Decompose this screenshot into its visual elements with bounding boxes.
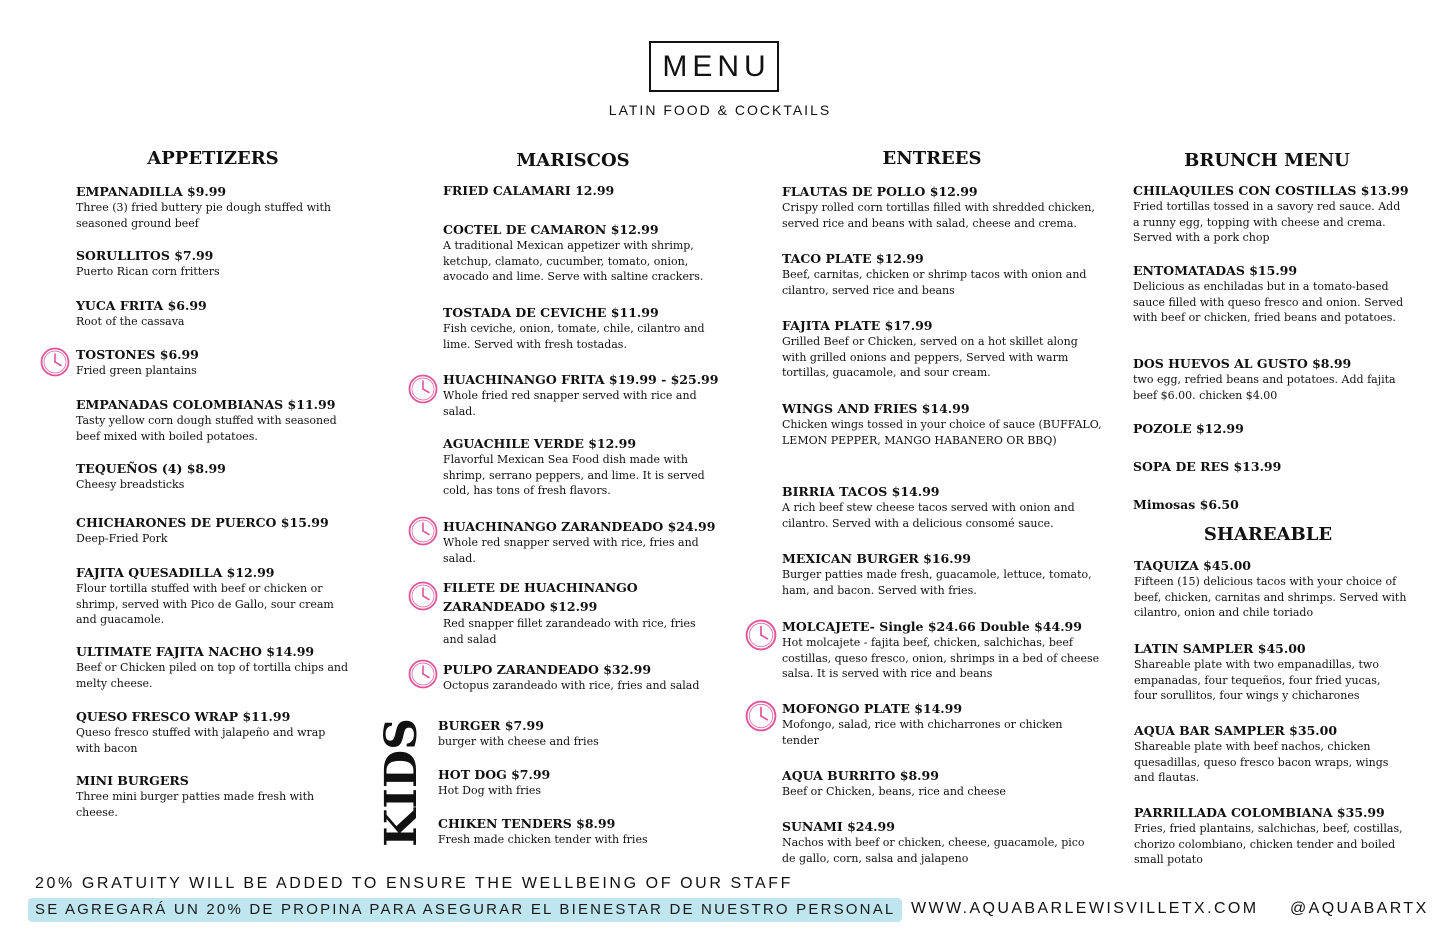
item-name: Mimosas $6.50 <box>1133 497 1239 512</box>
clock-icon <box>408 516 438 546</box>
item-description: Burger patties made fresh, guacamole, lettuce, tomato, ham, and bacon. Served with fries. <box>782 568 1092 597</box>
menu-item-sopa-de-res <box>1133 458 1405 475</box>
item-name-line-2: ZARANDEADO $12.99 <box>443 599 598 614</box>
menu-item-pulpo-zarandeado <box>443 661 719 694</box>
menu-item-aqua-bar-sampler <box>1134 722 1402 786</box>
menu-item-kids-chiken-tenders <box>438 815 708 848</box>
menu-item-huachinango-frita <box>443 371 719 419</box>
item-description: Queso fresco stuffed with jalapeño and wrap with bacon <box>76 726 326 755</box>
item-description: Delicious as enchiladas but in a tomato-based sauce filled with queso fresco and onion. Served with beef or chicken, fried beans and potatoes. <box>1133 280 1404 324</box>
menu-item-parrillada-colombiana <box>1134 804 1406 868</box>
menu-item-taquiza <box>1134 557 1412 621</box>
clock-icon <box>745 700 777 732</box>
menu-item-coctel-de-camaron <box>443 221 713 285</box>
clock-icon <box>408 581 438 611</box>
menu-item-molcajete <box>782 618 1108 682</box>
menu-item-aqua-burrito <box>782 767 1082 800</box>
item-name: FILETE DE HUACHINANGO <box>443 580 638 595</box>
item-name: PULPO ZARANDEADO $32.99 <box>443 662 652 677</box>
menu-item-filete-de-huachinango <box>443 579 719 647</box>
item-description: Puerto Rican corn fritters <box>76 265 220 278</box>
item-name: HOT DOG $7.99 <box>438 767 551 782</box>
item-description: Beef, carnitas, chicken or shrimp tacos with onion and cilantro, served rice and beans <box>782 268 1087 297</box>
item-name: CHIKEN TENDERS $8.99 <box>438 816 616 831</box>
menu-item-sunami <box>782 818 1098 866</box>
menu-item-fajita-quesadilla <box>76 564 352 628</box>
menu-item-kids-burger <box>438 717 708 750</box>
menu-item-chilaquiles <box>1133 182 1409 246</box>
menu-item-fried-calamari <box>443 182 713 199</box>
social-handle[interactable]: @AQUABARTX <box>1290 900 1429 917</box>
item-description: Three (3) fried buttery pie dough stuffed with seasoned ground beef <box>76 201 332 230</box>
menu-item-mofongo-plate <box>782 700 1082 748</box>
menu-item-yuca-frita <box>76 297 346 330</box>
item-description: Chicken wings tossed in your choice of sauce (BUFFALO, LEMON PEPPER, MANGO HABANERO OR BBQ) <box>782 418 1102 447</box>
item-name: TAQUIZA $45.00 <box>1134 558 1251 573</box>
item-description: Fish ceviche, onion, tomate, chile, cilantro and lime. Served with fresh tostadas. <box>443 322 705 351</box>
item-description: Beef or Chicken piled on top of tortilla chips and melty cheese. <box>76 661 349 690</box>
item-name: TOSTADA DE CEVICHE $11.99 <box>443 305 659 320</box>
item-name: LATIN SAMPLER $45.00 <box>1134 641 1306 656</box>
menu-item-dos-huevos <box>1133 355 1405 403</box>
gratuity-notice-spanish: SE AGREGARÁ UN 20% DE PROPINA PARA ASEGURAR EL BIENESTAR DE NUESTRO PERSONAL <box>28 898 902 922</box>
clock-icon <box>408 659 438 689</box>
menu-item-empanadilla <box>76 183 346 231</box>
item-description: Nachos with beef or chicken, cheese, guacamole, pico de gallo, corn, salsa and jalapeno <box>782 836 1085 865</box>
section-title-shareable: SHAREABLE <box>1203 524 1333 545</box>
item-description: Flour tortilla stuffed with beef or chicken or shrimp, served with Pico de Gallo, sour cream and guacamole. <box>76 582 334 626</box>
item-description: A rich beef stew cheese tacos served with onion and cilantro. Served with a delicious consomé sauce. <box>782 501 1075 530</box>
item-description: Grilled Beef or Chicken, served on a hot skillet along with grilled onions and peppers, Served with warm tortillas, guacamole, and sour cream. <box>782 335 1078 379</box>
item-name: DOS HUEVOS AL GUSTO $8.99 <box>1133 356 1352 371</box>
section-title-appetizers: APPETIZERS <box>147 148 279 169</box>
item-name: EMPANADAS COLOMBIANAS $11.99 <box>76 397 336 412</box>
item-description: two egg, refried beans and potatoes. Add fajita beef $6.00. chicken $4.00 <box>1133 373 1396 402</box>
item-description: Root of the cassava <box>76 315 185 328</box>
menu-item-tostones <box>76 346 346 379</box>
menu-item-queso-fresco-wrap <box>76 708 352 756</box>
item-description: Fried tortillas tossed in a savory red sauce. Add a runny egg, topping with cheese and crema. Served with a pork chop <box>1133 200 1401 244</box>
menu-item-empanadas-colombianas <box>76 396 346 444</box>
item-name: CHILAQUILES CON COSTILLAS $13.99 <box>1133 183 1409 198</box>
menu-item-mini-burgers <box>76 772 326 820</box>
menu-item-wings-and-fries <box>782 400 1104 448</box>
item-description: Cheesy breadsticks <box>76 478 185 491</box>
item-description: Fried green plantains <box>76 364 197 377</box>
item-name: SUNAMI $24.99 <box>782 819 895 834</box>
item-name: FAJITA QUESADILLA $12.99 <box>76 565 275 580</box>
menu-item-birria-tacos <box>782 483 1092 531</box>
menu-item-mimosas <box>1133 496 1405 513</box>
item-name: QUESO FRESCO WRAP $11.99 <box>76 709 291 724</box>
item-description: Hot molcajete - fajita beef, chicken, salchichas, beef costillas, queso fresco, onion, shrimps in a bed of cheese salsa. It is served with rice and beans <box>782 636 1100 680</box>
item-name: SOPA DE RES $13.99 <box>1133 459 1282 474</box>
item-description: burger with cheese and fries <box>438 735 599 748</box>
menu-item-ultimate-fajita-nacho <box>76 643 352 691</box>
item-description: Fries, fried plantains, salchichas, beef, costillas, chorizo colombiano, chicken tender and boiled small potato <box>1134 822 1403 866</box>
item-name: AGUACHILE VERDE $12.99 <box>443 436 637 451</box>
clock-icon <box>408 374 438 404</box>
kids-vertical-label: KIDS <box>375 718 427 847</box>
menu-item-fajita-plate <box>782 317 1092 381</box>
item-description: A traditional Mexican appetizer with shrimp, ketchup, clamato, cucumber, tomato, onion, avocado and lime. Serve with saltine crackers. <box>443 239 704 283</box>
item-description: Shareable plate with beef nachos, chicken quesadillas, queso fresco bacon wraps, wings and flautas. <box>1134 740 1389 784</box>
item-name: PARRILLADA COLOMBIANA $35.99 <box>1134 805 1385 820</box>
item-name: HUACHINANGO FRITA $19.99 - $25.99 <box>443 372 719 387</box>
item-name: AQUA BURRITO $8.99 <box>782 768 939 783</box>
item-name: SORULLITOS $7.99 <box>76 248 214 263</box>
item-description: Red snapper fillet zarandeado with rice, fries and salad <box>443 617 696 646</box>
item-description: Shareable plate with two empanadillas, two empanadas, four tequeños, four fried yucas, four sorullitos, four wings y chicharones <box>1134 658 1381 702</box>
menu-item-tostada-de-ceviche <box>443 304 713 352</box>
gratuity-notice-english: 20% GRATUITY WILL BE ADDED TO ENSURE THE WELLBEING OF OUR STAFF <box>35 875 793 892</box>
section-title-brunch: BRUNCH MENU <box>1184 150 1350 171</box>
item-description: Three mini burger patties made fresh with cheese. <box>76 790 315 819</box>
item-name: MOLCAJETE- Single $24.66 Double $44.99 <box>782 619 1082 634</box>
item-description: Hot Dog with fries <box>438 784 542 797</box>
item-name: HUACHINANGO ZARANDEADO $24.99 <box>443 519 716 534</box>
item-name: CHICHARONES DE PUERCO $15.99 <box>76 515 329 530</box>
item-name: BIRRIA TACOS $14.99 <box>782 484 940 499</box>
menu-item-kids-hot-dog <box>438 766 708 799</box>
item-description: Flavorful Mexican Sea Food dish made with shrimp, serrano peppers, and lime. It is served cold, has tons of fresh flavors. <box>443 453 705 497</box>
item-description: Fifteen (15) delicious tacos with your choice of beef, chicken, carnitas and shrimps. Served with cilantro, onion and chile toriado <box>1134 575 1407 619</box>
item-description: Whole red snapper served with rice, fries and salad. <box>443 536 699 565</box>
menu-title: MENU <box>649 41 779 92</box>
menu-item-huachinango-zarandeado <box>443 518 716 566</box>
item-name: MEXICAN BURGER $16.99 <box>782 551 971 566</box>
item-name: FAJITA PLATE $17.99 <box>782 318 933 333</box>
item-name: WINGS AND FRIES $14.99 <box>782 401 970 416</box>
item-description: Deep-Fried Pork <box>76 532 168 545</box>
section-title-entrees: ENTREES <box>882 148 982 169</box>
item-name: EMPANADILLA $9.99 <box>76 184 227 199</box>
item-name: BURGER $7.99 <box>438 718 544 733</box>
menu-item-latin-sampler <box>1134 640 1396 704</box>
section-title-kids <box>358 715 444 850</box>
item-description: Beef or Chicken, beans, rice and cheese <box>782 785 1006 798</box>
item-name: YUCA FRITA $6.99 <box>76 298 207 313</box>
item-name: POZOLE $12.99 <box>1133 421 1244 436</box>
menu-item-mexican-burger <box>782 550 1104 598</box>
menu-item-tequenos <box>76 460 346 493</box>
item-description: Tasty yellow corn dough stuffed with seasoned beef mixed with boiled potatoes. <box>76 414 337 443</box>
item-description: Mofongo, salad, rice with chicharrones or chicken tender <box>782 718 1063 747</box>
clock-icon <box>745 619 777 651</box>
menu-subtitle: LATIN FOOD & COCKTAILS <box>608 102 832 118</box>
menu-item-entomatadas <box>1133 262 1405 326</box>
item-name: MOFONGO PLATE $14.99 <box>782 701 963 716</box>
item-description: Octopus zarandeado with rice, fries and salad <box>443 679 700 692</box>
menu-item-taco-plate <box>782 250 1102 298</box>
menu-item-sorullitos <box>76 247 346 280</box>
item-name: MINI BURGERS <box>76 773 189 788</box>
item-name: AQUA BAR SAMPLER $35.00 <box>1134 723 1338 738</box>
clock-icon <box>40 347 70 377</box>
item-description: Whole fried red snapper served with rice and salad. <box>443 389 697 418</box>
website-link[interactable]: WWW.AQUABARLEWISVILLETX.COM <box>911 900 1259 917</box>
menu-item-flautas-de-pollo <box>782 183 1108 231</box>
item-name: COCTEL DE CAMARON $12.99 <box>443 222 659 237</box>
item-name: TEQUEÑOS (4) $8.99 <box>76 461 226 476</box>
item-name: FLAUTAS DE POLLO $12.99 <box>782 184 978 199</box>
menu-item-aguachile-verde <box>443 435 713 499</box>
menu-item-pozole <box>1133 420 1405 437</box>
item-name: FRIED CALAMARI 12.99 <box>443 183 615 198</box>
item-name: TACO PLATE $12.99 <box>782 251 924 266</box>
item-description: Crispy rolled corn tortillas filled with shredded chicken, served rice and beans with salad, cheese and crema. <box>782 201 1095 230</box>
section-title-mariscos: MARISCOS <box>516 150 630 171</box>
item-description: Fresh made chicken tender with fries <box>438 833 648 846</box>
item-name: ULTIMATE FAJITA NACHO $14.99 <box>76 644 315 659</box>
item-name: TOSTONES $6.99 <box>76 347 199 362</box>
menu-item-chicharones <box>76 514 346 547</box>
item-name: ENTOMATADAS $15.99 <box>1133 263 1298 278</box>
